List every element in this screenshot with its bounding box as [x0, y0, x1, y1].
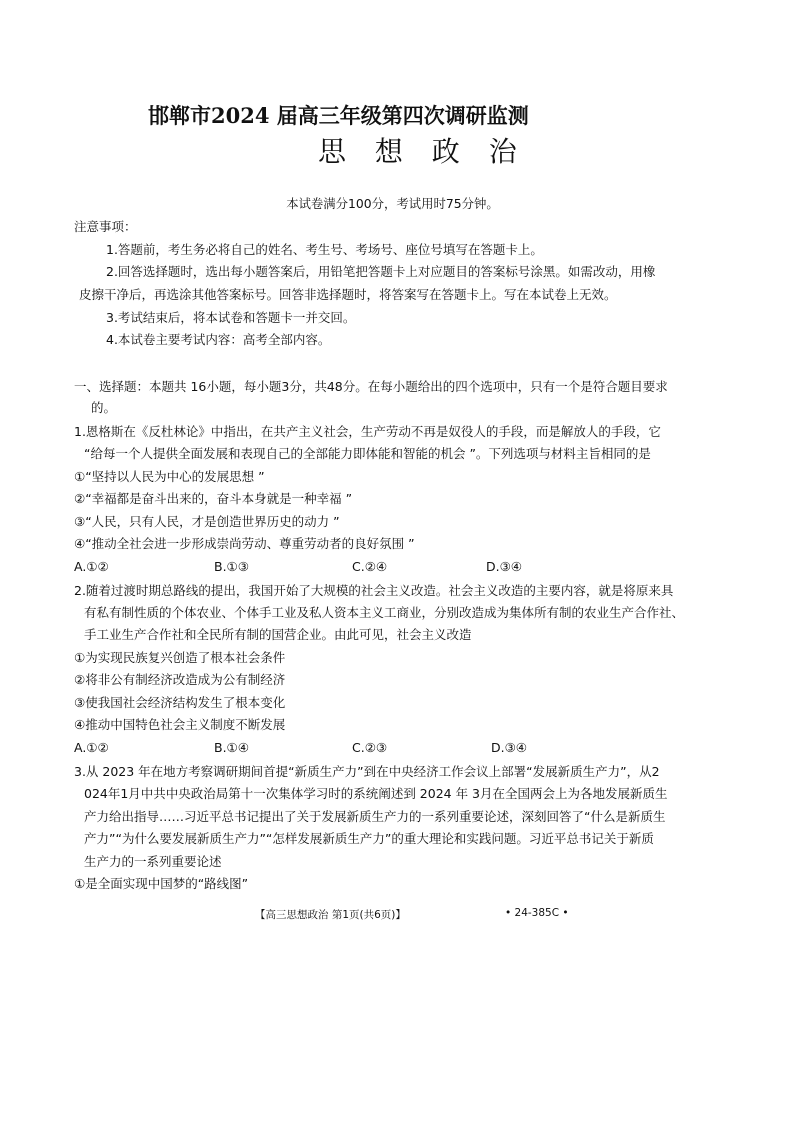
- notice-item: 皮擦干净后，再选涂其他答案标号。回答非选择题时，将答案写在答题卡上。写在本试卷上无效。: [79, 287, 617, 302]
- q3-stem: 产力”“为什么要发展新质生产力”“怎样发展新质生产力”的重大理论和实践问题。习近平总书记关于新质: [84, 831, 654, 846]
- q1-option-d: D.③④: [486, 559, 523, 574]
- q3-stem: 生产力的一系列重要论述: [84, 854, 222, 869]
- q1-statement: ④“推动全社会进一步形成崇尚劳动、尊重劳动者的良好氛围 ”: [74, 536, 415, 551]
- q2-stem: 2.随着过渡时期总路线的提出，我国开始了大规模的社会主义改造。社会主义改造的主要内容，就是将原来具: [74, 583, 674, 598]
- q1-stem: “给每一个人提供全面发展和表现自己的全部能力即体能和智能的机会 ”。下列选项与材料主旨相同的是: [84, 446, 651, 461]
- q2-statement: ④推动中国特色社会主义制度不断发展: [74, 717, 286, 732]
- notice-item: 2.回答选择题时，选出每小题答案后，用铅笔把答题卡上对应题目的答案标号涂黑。如需改动，用橡: [106, 264, 656, 279]
- notice-item: 4.本试卷主要考试内容：高考全部内容。: [106, 332, 331, 347]
- q1-statement: ②“幸福都是奋斗出来的，奋斗本身就是一种幸福 ”: [74, 491, 353, 506]
- q2-option-a: A.①②: [74, 740, 109, 755]
- notice-item: 3.考试结束后，将本试卷和答题卡一并交回。: [106, 310, 356, 325]
- exam-meta: 本试卷满分100分，考试用时75分钟。: [286, 196, 499, 211]
- q2-stem: 手工业生产合作社和全民所有制的国营企业。由此可见，社会主义改造: [84, 627, 472, 642]
- q1-statement: ③“人民，只有人民，才是创造世界历史的动力 ”: [74, 514, 340, 529]
- q2-statement: ①为实现民族复兴创造了根本社会条件: [74, 650, 286, 665]
- exam-title: 邯郸市2024 届高三年级第四次调研监测: [148, 103, 529, 128]
- q2-stem: 有私有制性质的个体农业、个体手工业及私人资本主义工商业，分别改造成为集体所有制的农业生产合作社、: [84, 605, 685, 620]
- q2-option-b: B.①④: [214, 740, 249, 755]
- footer-page-info: 【高三思想政治 第1页(共6页)】: [255, 909, 406, 921]
- q2-option-d: D.③④: [491, 740, 528, 755]
- q3-stem: 产力给出指导……习近平总书记提出了关于发展新质生产力的一系列重要论述，深刻回答了“什么是新质生: [84, 809, 666, 824]
- q3-stem: 3.从 2023 年在地方考察调研期间首提“新质生产力”到在中央经济工作会议上部署“发展新质生产力”，从2: [74, 764, 660, 779]
- notice-item: 1.答题前，考生务必将自己的姓名、考生号、考场号、座位号填写在答题卡上。: [106, 242, 543, 257]
- q1-statement: ①“坚持以人民为中心的发展思想 ”: [74, 469, 265, 484]
- q1-option-a: A.①②: [74, 559, 109, 574]
- q1-option-b: B.①③: [214, 559, 249, 574]
- q2-option-c: C.②③: [352, 740, 388, 755]
- subject-title: 思 想 政 治: [318, 135, 527, 168]
- footer-code: • 24-385C •: [505, 907, 569, 919]
- notice-heading: 注意事项：: [74, 219, 137, 234]
- section-heading: 一、选择题：本题共 16小题，每小题3分，共48分。在每小题给出的四个选项中，只有一个是符合题目要求: [74, 379, 668, 394]
- q2-statement: ③使我国社会经济结构发生了根本变化: [74, 695, 286, 710]
- q2-statement: ②将非公有制经济改造成为公有制经济: [74, 672, 286, 687]
- q1-option-c: C.②④: [352, 559, 388, 574]
- q3-stem: 024年1月中共中央政治局第十一次集体学习时的系统阐述到 2024 年 3月在全国两会上为各地发展新质生: [84, 786, 668, 801]
- q1-stem: 1.恩格斯在《反杜林论》中指出，在共产主义社会，生产劳动不再是奴役人的手段，而是解放人的手段，它: [74, 424, 661, 439]
- q3-statement: ①是全面实现中国梦的“路线图”: [74, 876, 249, 891]
- section-heading-cont: 的。: [91, 400, 117, 415]
